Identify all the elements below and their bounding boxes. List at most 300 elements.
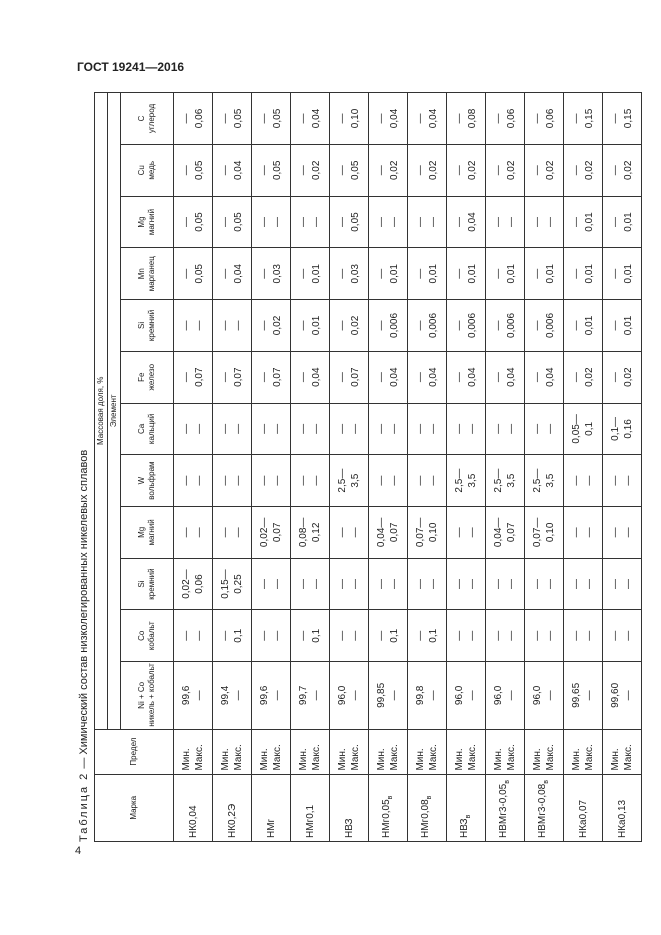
value-min: — (493, 113, 504, 124)
value-max: 0,25 (233, 574, 244, 594)
value-cell (252, 662, 291, 729)
value-cell (525, 248, 564, 300)
value-min: — (493, 217, 504, 228)
value-min: — (454, 579, 465, 590)
grade-name: НВЗ (458, 818, 470, 838)
grade-cell (213, 774, 252, 841)
value-max: — (623, 579, 634, 590)
element-name: магний (147, 208, 156, 236)
value-min: — (454, 217, 465, 228)
value-min: — (181, 372, 192, 383)
value-cell (369, 248, 408, 300)
grade-subscript: в (386, 795, 394, 800)
value-max: — (233, 527, 244, 538)
value-cell (564, 93, 603, 145)
value-min: — (259, 113, 270, 124)
value-cell (525, 93, 564, 145)
grade-cell (447, 774, 486, 841)
value-cell (174, 403, 213, 455)
value-max: 0,04 (467, 212, 478, 232)
value-max: 0,01 (389, 264, 400, 284)
grade-name: НВМг3-0,08 (536, 783, 548, 838)
value-max: 0,01 (584, 212, 595, 232)
value-cell (408, 558, 447, 610)
limit-cell (486, 729, 525, 774)
value-max: 0,02 (584, 367, 595, 387)
value-min: — (571, 320, 582, 331)
element-name: марганец (147, 256, 156, 292)
value-max: 0,03 (272, 264, 283, 284)
value-min: 99,4 (220, 685, 231, 706)
value-max: — (428, 475, 439, 486)
value-min: — (454, 113, 465, 124)
value-max: — (584, 690, 595, 701)
value-min: — (571, 268, 582, 279)
value-max: 0,01 (623, 264, 634, 284)
value-cell (252, 558, 291, 610)
value-min: — (532, 268, 543, 279)
value-cell (603, 93, 642, 145)
value-max: — (311, 579, 322, 590)
value-cell (486, 403, 525, 455)
value-max: 0,04 (311, 367, 322, 387)
value-min: — (532, 217, 543, 228)
value-cell (213, 558, 252, 610)
limit-min: Мин. (181, 748, 192, 771)
value-min: 0,04— (493, 517, 504, 548)
limit-max: Макс. (311, 744, 322, 771)
value-cell (369, 558, 408, 610)
value-min: 0,05— (571, 414, 582, 444)
value-min: — (493, 579, 504, 590)
value-cell (291, 144, 330, 196)
value-min: — (415, 320, 426, 331)
value-cell (291, 196, 330, 248)
value-cell (252, 351, 291, 403)
grade-cell (174, 774, 213, 841)
value-min: — (571, 527, 582, 538)
value-max: — (623, 630, 634, 641)
grade-subscript: в (503, 780, 511, 784)
value-cell (330, 455, 369, 507)
value-cell (408, 662, 447, 729)
value-min: — (181, 113, 192, 124)
limit-cell (525, 729, 564, 774)
value-min: — (532, 113, 543, 124)
value-cell (174, 610, 213, 662)
value-min: — (610, 165, 621, 176)
value-min: — (337, 113, 348, 124)
value-cell (408, 455, 447, 507)
value-min: 99,6 (259, 685, 270, 706)
value-max: 0,01 (623, 212, 634, 232)
value-max: — (350, 630, 361, 641)
value-min: — (220, 630, 231, 641)
value-min: — (181, 165, 192, 176)
value-max: — (272, 690, 283, 701)
value-min: — (298, 423, 309, 434)
value-min: — (298, 579, 309, 590)
value-max: — (584, 630, 595, 641)
element-name: углерод (147, 103, 156, 134)
value-min: — (454, 268, 465, 279)
value-max: 0,1 (428, 628, 439, 643)
grade-cell (330, 774, 369, 841)
value-max: 0,07 (272, 367, 283, 387)
value-min: — (454, 423, 465, 434)
value-cell (213, 144, 252, 196)
grade-cell (369, 774, 408, 841)
limit-max: Макс. (545, 744, 556, 771)
value-max: 0,04 (389, 108, 400, 129)
value-cell (213, 610, 252, 662)
grade-name: НМг0,05 (380, 799, 392, 838)
value-min: 2,5— (454, 468, 465, 493)
value-max: — (233, 320, 244, 331)
limit-max: Макс. (506, 744, 517, 771)
value-min: — (571, 475, 582, 486)
value-min: — (298, 113, 309, 124)
value-max: 0,01 (467, 264, 478, 284)
value-max: 0,02 (389, 160, 400, 181)
value-min: 0,15— (220, 569, 231, 599)
value-min: — (454, 165, 465, 176)
limit-cell (603, 729, 642, 774)
value-min: — (220, 475, 231, 486)
value-max: 0,04 (467, 367, 478, 387)
value-max: 0,02 (311, 160, 322, 181)
value-cell (603, 403, 642, 455)
value-cell (174, 506, 213, 558)
grade-cell (252, 774, 291, 841)
table-row (291, 93, 330, 842)
limit-max: Макс. (194, 744, 205, 771)
grade-name: НК0,2Э (226, 803, 238, 838)
value-min: — (415, 630, 426, 641)
value-cell (330, 351, 369, 403)
value-min: — (454, 320, 465, 331)
value-max: 0,1 (584, 421, 595, 436)
value-cell (486, 144, 525, 196)
value-min: — (220, 423, 231, 434)
value-min: — (415, 423, 426, 434)
value-min: — (181, 527, 192, 538)
element-name: кобальт (147, 621, 156, 651)
table-row (408, 93, 447, 842)
value-max: 3,5 (467, 473, 478, 488)
value-min: 0,02— (259, 517, 270, 548)
value-max: 0,05 (194, 212, 205, 232)
value-max: — (350, 579, 361, 590)
element-name: кремний (147, 568, 156, 600)
grade-cell (291, 774, 330, 841)
header-element: Элемент (108, 93, 121, 730)
element-symbol: C (137, 115, 146, 122)
table-row (369, 93, 408, 842)
value-cell (369, 506, 408, 558)
value-min: — (571, 579, 582, 590)
limit-cell (447, 729, 486, 774)
value-max: 0,05 (350, 212, 361, 232)
element-name: вольфрам (147, 461, 156, 500)
table-body (174, 93, 642, 842)
value-max: 0,16 (623, 419, 634, 439)
value-max: 0,01 (584, 264, 595, 284)
value-cell (486, 506, 525, 558)
table-row (564, 93, 603, 842)
value-cell (291, 248, 330, 300)
table-caption-text: — Химический состав низколегированных никелевых сплавов (78, 449, 90, 772)
header-element-4 (121, 455, 174, 507)
value-max: 0,02 (272, 315, 283, 336)
value-max: 0,1 (389, 628, 400, 643)
element-symbol: Ca (137, 423, 146, 435)
value-cell (408, 351, 447, 403)
value-max: — (506, 217, 517, 228)
grade-name: НМг0,08 (419, 799, 431, 838)
value-cell (486, 455, 525, 507)
value-min: 99,60 (610, 682, 621, 708)
value-max: 0,07 (389, 522, 400, 543)
value-min: — (493, 423, 504, 434)
value-min: — (376, 475, 387, 486)
limit-cell (213, 729, 252, 774)
value-cell (252, 248, 291, 300)
value-min: — (337, 320, 348, 331)
limit-min: Мин. (454, 748, 465, 771)
value-min: — (259, 372, 270, 383)
value-max: 0,02 (545, 160, 556, 181)
value-min: — (610, 113, 621, 124)
value-max: — (350, 690, 361, 701)
value-max: — (311, 217, 322, 228)
value-min: 0,07— (415, 517, 426, 548)
limit-max: Макс. (233, 744, 244, 771)
limit-min: Мин. (532, 748, 543, 771)
document-header: ГОСТ 19241—2016 (77, 60, 185, 74)
table-row (213, 93, 252, 842)
value-min: 96,0 (337, 685, 348, 706)
limit-max: Макс. (350, 744, 361, 771)
value-min: — (337, 268, 348, 279)
value-max: — (467, 630, 478, 641)
value-cell (603, 610, 642, 662)
value-min: — (571, 372, 582, 383)
value-cell (564, 506, 603, 558)
grade-subscript: в (425, 795, 433, 800)
value-cell (174, 455, 213, 507)
value-max: 0,02 (623, 367, 634, 387)
value-cell (486, 248, 525, 300)
value-max: — (623, 475, 634, 486)
value-cell (603, 144, 642, 196)
value-min: — (493, 630, 504, 641)
value-cell (408, 248, 447, 300)
element-symbol: Mg (137, 216, 146, 228)
value-max: — (506, 423, 517, 434)
table-row (486, 93, 525, 842)
element-name: кальций (147, 413, 156, 445)
element-symbol: Cu (137, 165, 146, 176)
value-cell (291, 351, 330, 403)
value-max: 0,07 (233, 367, 244, 387)
value-cell (408, 610, 447, 662)
header-element-1 (121, 610, 174, 662)
value-max: — (350, 423, 361, 434)
grade-name: НМг0,1 (304, 804, 316, 838)
value-cell (486, 662, 525, 729)
value-max: 0,10 (428, 522, 439, 543)
limit-min: Мин. (493, 748, 504, 771)
value-min: — (610, 579, 621, 590)
value-min: — (376, 268, 387, 279)
value-cell (525, 300, 564, 352)
value-min: — (415, 579, 426, 590)
value-max: 0,07 (194, 367, 205, 387)
value-cell (564, 610, 603, 662)
value-min: 99,85 (376, 682, 387, 708)
value-max: — (389, 423, 400, 434)
value-max: — (272, 630, 283, 641)
grade-cell (564, 774, 603, 841)
value-min: — (454, 527, 465, 538)
value-min: — (259, 475, 270, 486)
value-max: 0,07 (506, 522, 517, 543)
value-cell (369, 351, 408, 403)
value-min: — (532, 423, 543, 434)
page-number: 4 (75, 845, 82, 857)
value-max: 0,04 (545, 367, 556, 387)
value-min: — (220, 165, 231, 176)
value-max: 0,05 (272, 108, 283, 129)
value-cell (408, 403, 447, 455)
value-cell (369, 455, 408, 507)
value-max: 0,04 (428, 367, 439, 387)
value-min: 2,5— (337, 468, 348, 493)
value-cell (603, 558, 642, 610)
value-cell (252, 144, 291, 196)
value-cell (291, 300, 330, 352)
value-max: — (311, 423, 322, 434)
value-min: — (571, 165, 582, 176)
value-max: 0,12 (311, 522, 322, 543)
value-max: — (311, 690, 322, 701)
value-max: 0,06 (194, 574, 205, 594)
value-cell (447, 455, 486, 507)
value-min: — (337, 527, 348, 538)
value-min: — (454, 372, 465, 383)
value-cell (525, 610, 564, 662)
limit-cell (564, 729, 603, 774)
value-cell (447, 558, 486, 610)
value-cell (408, 144, 447, 196)
value-cell (564, 351, 603, 403)
value-max: — (545, 423, 556, 434)
value-max: — (194, 690, 205, 701)
value-max: — (233, 690, 244, 701)
value-min: — (259, 217, 270, 228)
value-max: 0,05 (233, 108, 244, 129)
value-cell (330, 144, 369, 196)
value-cell (369, 610, 408, 662)
limit-max: Макс. (389, 744, 400, 771)
value-max: — (545, 630, 556, 641)
value-max: — (467, 527, 478, 538)
value-max: 0,08 (467, 108, 478, 129)
value-min: — (181, 217, 192, 228)
value-min: — (181, 475, 192, 486)
value-min: — (610, 630, 621, 641)
value-cell (213, 403, 252, 455)
value-max: 0,02 (584, 160, 595, 181)
value-min: — (337, 423, 348, 434)
value-cell (447, 300, 486, 352)
value-max: 0,02 (506, 160, 517, 181)
value-max: 0,04 (233, 160, 244, 181)
value-min: — (532, 165, 543, 176)
limit-max: Макс. (428, 744, 439, 771)
value-min: — (532, 630, 543, 641)
value-cell (564, 300, 603, 352)
value-cell (291, 506, 330, 558)
value-max: — (545, 217, 556, 228)
element-symbol: Mn (137, 268, 146, 280)
value-max: — (389, 579, 400, 590)
value-cell (213, 455, 252, 507)
table-row (330, 93, 369, 842)
header-element-9 (121, 196, 174, 248)
element-symbol: Ni + Co (137, 681, 146, 709)
value-max: 0,01 (623, 315, 634, 336)
value-min: — (298, 268, 309, 279)
value-cell (447, 351, 486, 403)
value-cell (252, 455, 291, 507)
limit-min: Мин. (259, 748, 270, 771)
value-cell (252, 196, 291, 248)
value-max: 0,006 (467, 312, 478, 338)
value-min: — (259, 579, 270, 590)
value-cell (447, 403, 486, 455)
value-max: 0,006 (389, 312, 400, 338)
element-name: никель + кобальт (147, 663, 156, 727)
value-min: — (337, 630, 348, 641)
value-max: 0,06 (194, 108, 205, 129)
value-max: — (584, 527, 595, 538)
value-max: — (194, 527, 205, 538)
grade-cell (408, 774, 447, 841)
element-name: магний (147, 519, 156, 546)
value-max: — (506, 630, 517, 641)
grade-cell (486, 774, 525, 841)
value-cell (369, 662, 408, 729)
value-min: — (298, 217, 309, 228)
value-min: — (259, 268, 270, 279)
grade-name: НМг (265, 818, 277, 838)
limit-min: Мин. (298, 748, 309, 771)
value-max: 0,01 (545, 264, 556, 284)
value-cell (564, 662, 603, 729)
value-min: — (337, 372, 348, 383)
value-max: 3,5 (350, 473, 361, 488)
element-symbol: Fe (137, 372, 146, 382)
value-cell (174, 93, 213, 145)
value-cell (486, 351, 525, 403)
value-cell (564, 403, 603, 455)
value-max: — (428, 217, 439, 228)
value-max: — (389, 690, 400, 701)
value-min: — (376, 217, 387, 228)
element-symbol: Co (137, 630, 146, 641)
